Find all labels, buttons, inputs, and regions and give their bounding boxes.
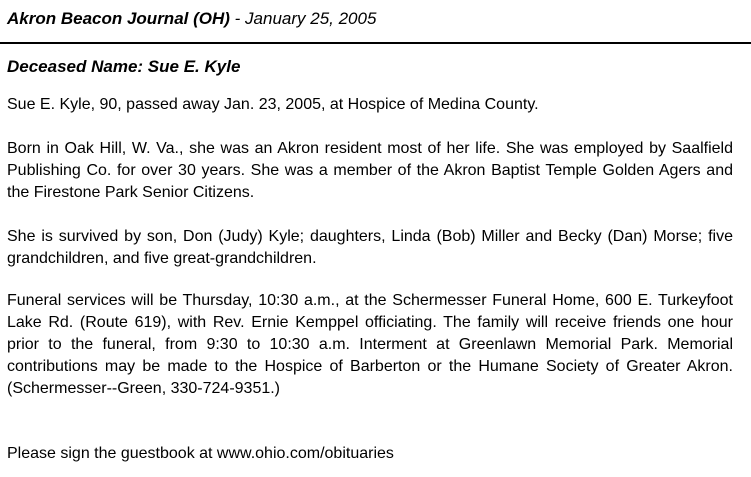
paragraph-guestbook: Please sign the guestbook at www.ohio.com/obituaries [7, 445, 394, 462]
header-separator: - [229, 9, 246, 28]
publication-name: Akron Beacon Journal (OH) [7, 9, 230, 28]
publication-header [7, 8, 376, 30]
deceased-name-heading: Deceased Name: Sue E. Kyle [7, 57, 241, 76]
paragraph-passing: Sue E. Kyle, 90, passed away Jan. 23, 2005, at Hospice of Medina County. [7, 96, 539, 113]
paragraph-services: Funeral services will be Thursday, 10:30 a.m., at the Schermesser Funeral Home, 600 E. Turkeyfoot Lake Rd. (Route 619), with Rev. Ernie Kemppel officiating. The family will receive friends one hour prior to the funeral, from 9:30 to 10:30 a.m. Interment at Greenlawn Memorial Park. Memorial contributions may be made to the Hospice of Barberton or the Humane Society of Greater Akron. (Schermesser--Green, 330-724-9351.) [7, 292, 733, 397]
header-divider [0, 42, 751, 44]
paragraph-biography: Born in Oak Hill, W. Va., she was an Akron resident most of her life. She was employed by Saalfield Publishing Co. for over 30 years. She was a member of the Akron Baptist Temple Golden Agers and the Firestone Park Senior Citizens. [7, 140, 733, 201]
publication-date: January 25, 2005 [245, 9, 377, 28]
paragraph-survivors: She is survived by son, Don (Judy) Kyle; daughters, Linda (Bob) Miller and Becky (Dan) Morse; five grandchildren, and five great-grandchildren. [7, 228, 733, 267]
